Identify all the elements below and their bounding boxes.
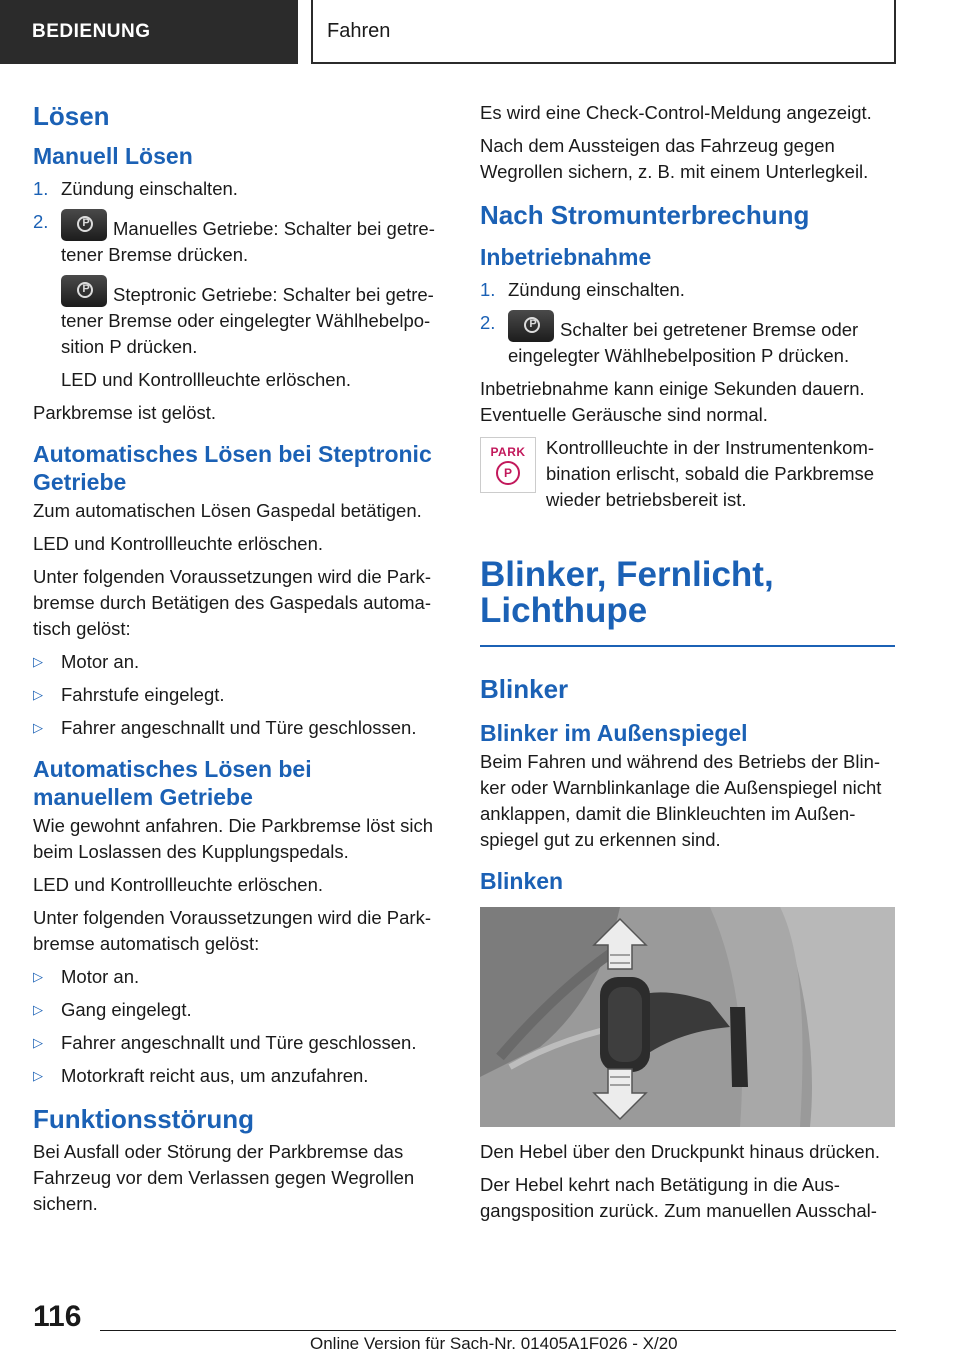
step-text: Zündung einschalten. — [61, 178, 238, 199]
page-number: 116 — [33, 1300, 82, 1333]
bullet-text: Motorkraft reicht aus, um anzufahren. — [61, 1065, 369, 1086]
park-warning-icon — [480, 437, 536, 493]
list-item — [33, 176, 448, 202]
paragraph: Den Hebel über den Druckpunkt hinaus drücken. — [480, 1141, 881, 1162]
paragraph: LED und Kontrollleuchte erlöschen. — [33, 533, 324, 554]
heading-manuell-loesen: Manuell Lösen — [33, 143, 193, 169]
steptronic-instruction — [33, 275, 448, 360]
bullet-text: Fahrer angeschnallt und Türe geschlossen. — [61, 1032, 417, 1053]
step-text: Manuelles Getriebe: Schalter bei getre-tener Bremse drücken. — [61, 218, 435, 265]
paragraph: Bei Ausfall oder Störung der Parkbremse das Fahrzeug vor dem Verlassen gegen Wegrollen sichern. — [33, 1141, 415, 1214]
heading-blinker: Blinker — [480, 674, 569, 704]
bullet-triangle-icon: ▷ — [33, 1002, 43, 1017]
list-item — [480, 277, 895, 303]
bullet-triangle-icon: ▷ — [33, 1068, 43, 1083]
turn-signal-lever-photo — [480, 907, 895, 1127]
heading-blinker-spiegel: Blinker im Außenspiegel — [480, 720, 748, 746]
right-column — [480, 100, 895, 1231]
list-item — [33, 1030, 448, 1056]
bullet-text: Gang eingelegt. — [61, 999, 192, 1020]
paragraph: Unter folgenden Voraussetzungen wird die Park-bremse durch Betätigen des Gaspedals automa-tisch gelöst: — [33, 566, 431, 639]
released-text: Parkbremse ist gelöst. — [33, 402, 217, 423]
heading-auto-manual: Automatisches Lösen bei manuellem Getriebe — [33, 756, 312, 810]
paragraph: Unter folgenden Voraussetzungen wird die Park-bremse automatisch gelöst: — [33, 907, 431, 954]
bullet-triangle-icon: ▷ — [33, 969, 43, 984]
heading-funktionsstoerung: Funktionsstörung — [33, 1104, 254, 1134]
step-text: Schalter bei getretener Bremse oder eingelegter Wählhebelposition P drücken. — [508, 319, 859, 366]
heading-inbetriebnahme: Inbetriebnahme — [480, 244, 652, 270]
parking-brake-button-icon — [61, 209, 107, 241]
paragraph: Nach dem Aussteigen das Fahrzeug gegen Wegrollen sichern, z. B. mit einem Unterlegkeil. — [480, 135, 869, 182]
park-indicator-note — [480, 435, 895, 513]
page-header — [0, 0, 960, 66]
heading-stromunterbrechung: Nach Stromunterbrechung — [480, 200, 810, 230]
heading-blinker-fernlicht: Blinker, Fernlicht, Lichthupe — [480, 557, 895, 647]
paragraph: Wie gewohnt anfahren. Die Parkbremse löst sich beim Loslassen des Kupplungspedals. — [33, 815, 433, 862]
list-item — [33, 1063, 448, 1089]
paragraph: Inbetriebnahme kann einige Sekunden dauern. Eventuelle Geräusche sind normal. — [480, 378, 865, 425]
list-item — [33, 964, 448, 990]
park-letter: P — [496, 461, 520, 485]
bullet-triangle-icon: ▷ — [33, 654, 43, 669]
left-column — [33, 100, 448, 1224]
park-label: PARK — [490, 444, 526, 459]
list-item — [33, 715, 448, 741]
list-item — [33, 682, 448, 708]
auto-steptronic-bullets — [33, 649, 448, 741]
step-text: Zündung einschalten. — [508, 279, 685, 300]
bullet-text: Fahrstufe eingelegt. — [61, 684, 225, 705]
step-number: 1. — [33, 178, 49, 199]
step-content — [508, 310, 895, 369]
bullet-text: Motor an. — [61, 966, 140, 987]
heading-blinken: Blinken — [480, 868, 564, 894]
led-text: LED und Kontrollleuchte erlöschen. — [61, 369, 352, 390]
bullet-triangle-icon: ▷ — [33, 1035, 43, 1050]
paragraph: Beim Fahren und während des Betriebs der Blin-ker oder Warnblinkanlage die Außenspiegel nicht anklappen, damit die Blinkleuchten im Außen-spiegel gut zu erkennen sind. — [480, 751, 882, 850]
park-text: Kontrollleuchte in der Instrumentenkom-bination erlischt, sobald die Parkbremse wieder betriebsbereit ist. — [546, 437, 875, 510]
manual-steps — [33, 176, 448, 268]
bullet-text: Fahrer angeschnallt und Türe geschlossen. — [61, 717, 417, 738]
auto-manual-bullets — [33, 964, 448, 1089]
heading-loesen: Lösen — [33, 101, 110, 131]
paragraph: Es wird eine Check-Control-Meldung angezeigt. — [480, 102, 872, 123]
paragraph: Der Hebel kehrt nach Betätigung in die Aus-gangsposition zurück. Zum manuellen Ausschal- — [480, 1174, 877, 1221]
bullet-triangle-icon: ▷ — [33, 687, 43, 702]
step-number: 2. — [33, 211, 49, 232]
chapter-title: Fahren — [311, 0, 896, 64]
parking-brake-button-icon — [508, 310, 554, 342]
footer-text: Online Version für Sach-Nr. 01405A1F026 - X/20 — [310, 1334, 678, 1353]
paragraph: LED und Kontrollleuchte erlöschen. — [33, 874, 324, 895]
steptronic-text: Steptronic Getriebe: Schalter bei getre-tener Bremse oder eingelegter Wählhebelpo-sition P drücken. — [61, 284, 434, 357]
list-item — [480, 310, 895, 369]
section-tab: BEDIENUNG — [0, 0, 298, 64]
footer-divider — [100, 1330, 896, 1331]
step-number: 1. — [480, 279, 496, 300]
list-item — [33, 997, 448, 1023]
parking-brake-button-icon — [61, 275, 107, 307]
bullet-triangle-icon: ▷ — [33, 720, 43, 735]
list-item — [33, 649, 448, 675]
inbetriebnahme-steps — [480, 277, 895, 369]
step-content — [61, 209, 448, 268]
bullet-text: Motor an. — [61, 651, 140, 672]
paragraph: Zum automatischen Lösen Gaspedal betätigen. — [33, 500, 422, 521]
list-item — [33, 209, 448, 268]
heading-auto-steptronic: Automatisches Lösen bei Steptronic Getriebe — [33, 441, 432, 495]
step-number: 2. — [480, 312, 496, 333]
